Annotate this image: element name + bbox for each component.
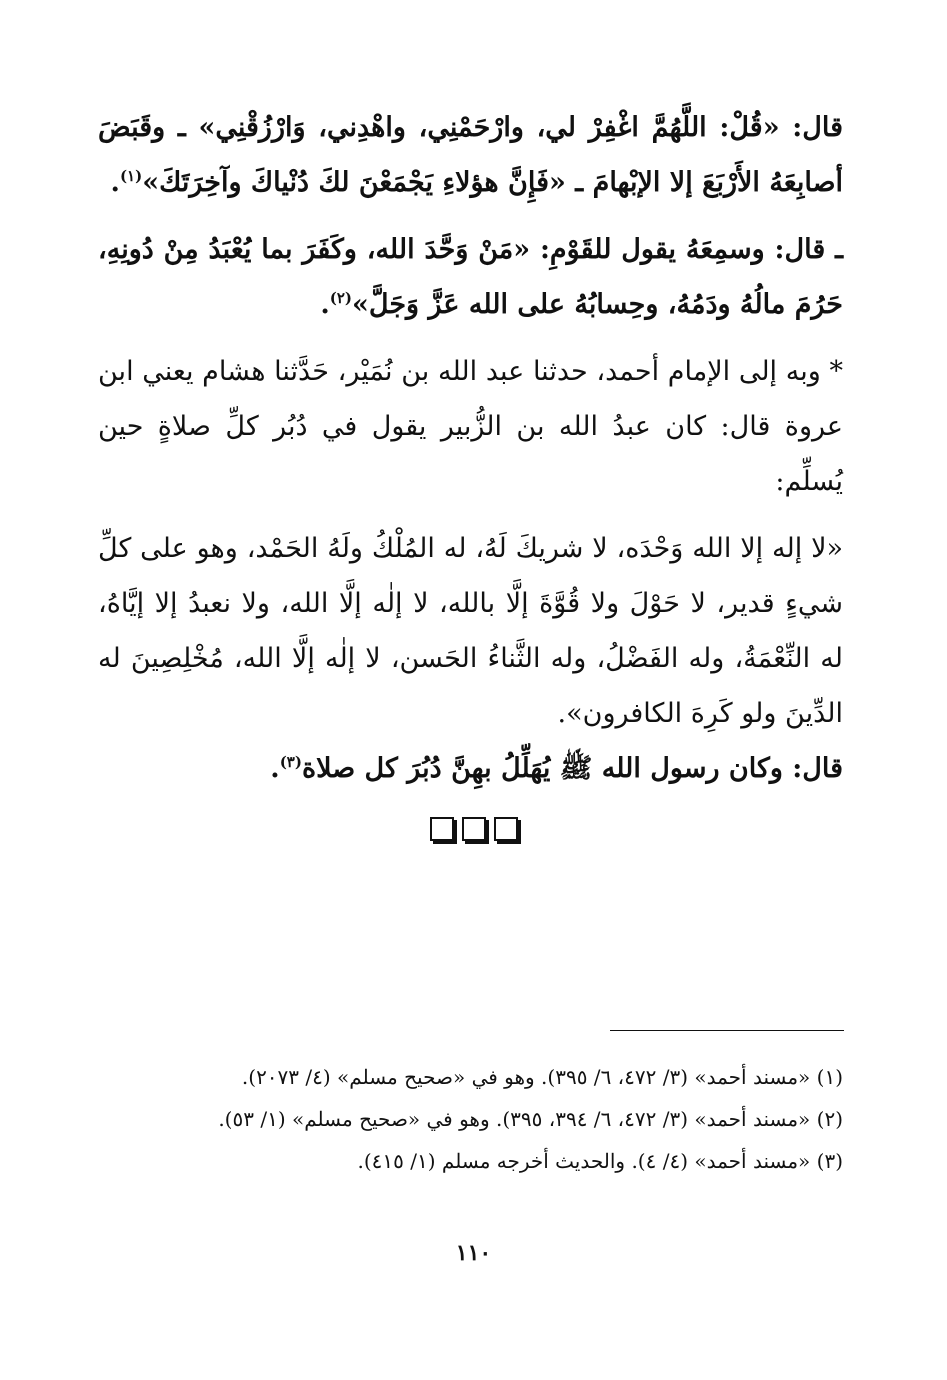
main-text xyxy=(98,100,843,796)
paragraph-conclusion: قال: وكان رسول الله ﷺ يُهَلِّلُ بهِنَّ دُبُرَ كل صلاة$^{(٣)}$. xyxy=(270,753,843,784)
square-ornament-icon xyxy=(462,817,486,841)
footnote-divider xyxy=(610,1030,844,1031)
note-marker-1: (١) xyxy=(119,167,143,185)
footnote-3: (٣) «مسند أحمد» (٤/ ٤). والحديث أخرجه مسلم (١/ ٤١٥). xyxy=(357,1149,843,1173)
section-separator xyxy=(0,810,947,845)
page-number: ١١٠ xyxy=(455,1240,492,1266)
note-marker-2: (٢) xyxy=(329,289,352,307)
footnote-2: (٢) «مسند أحمد» (٣/ ٤٧٢، ٦/ ٣٩٤، ٣٩٥). وهو في «صحيح مسلم» (١/ ٥٣). xyxy=(218,1107,843,1131)
paragraph-dua: قال: «قُلْ: اللَّهُمَّ اغْفِرْ لي، وارْحَمْنِي، واهْدِني، وَارْزُقْنِي» ـ وقَبَضَ أصابِعَهُ الأَرْبَعَ إلا الإبْهامَ ـ «فَإِنَّ هؤلاءِ يَجْمَعْنَ لكَ دُنْياكَ وآخِرَتَكَ»$^{(١)}$. xyxy=(98,112,843,198)
square-ornament-icon xyxy=(494,817,518,841)
paragraph-tawhid: ـ قال: وسمِعَهُ يقول للقَوْمِ: «مَنْ وَحَّدَ الله، وكَفَرَ بما يُعْبَدُ مِنْ دُونِهِ، حَرُمَ مالُهُ ودَمُهُ، وحِسابُهُ على الله عَزَّ وَجَلَّ»$^{(٢)}$. xyxy=(98,234,843,320)
footnotes xyxy=(98,1056,843,1182)
note-marker-3: (٣) xyxy=(279,753,302,771)
paragraph-isnad: * وبه إلى الإمام أحمد، حدثنا عبد الله بن نُمَيْر، حَدَّثنا هشام يعني ابن عروة قال: كان عبدُ الله بن الزُّبير يقول في دُبُر كلِّ صلاةٍ حين يُسلِّم: xyxy=(98,356,843,497)
paragraph-tahlil: «لا إله إلا الله وَحْدَه، لا شريكَ لَهُ، له المُلْكُ ولَهُ الحَمْد، وهو على كلِّ شيءٍ قدير، لا حَوْلَ ولا قُوَّةَ إلَّا بالله، لا إلٰه إلَّا الله، ولا نعبدُ إلا إيَّاهُ، له النِّعْمَةُ، وله الفَضْلُ، وله الثَّناءُ الحَسن، لا إلٰه إلَّا الله، مُخْلِصِينَ له الدِّينَ ولو كَرِهَ الكافرون». xyxy=(98,533,843,729)
footnote-1: (١) «مسند أحمد» (٣/ ٤٧٢، ٦/ ٣٩٥). وهو في «صحيح مسلم» (٤/ ٢٠٧٣). xyxy=(241,1065,843,1089)
square-ornament-icon xyxy=(430,817,454,841)
